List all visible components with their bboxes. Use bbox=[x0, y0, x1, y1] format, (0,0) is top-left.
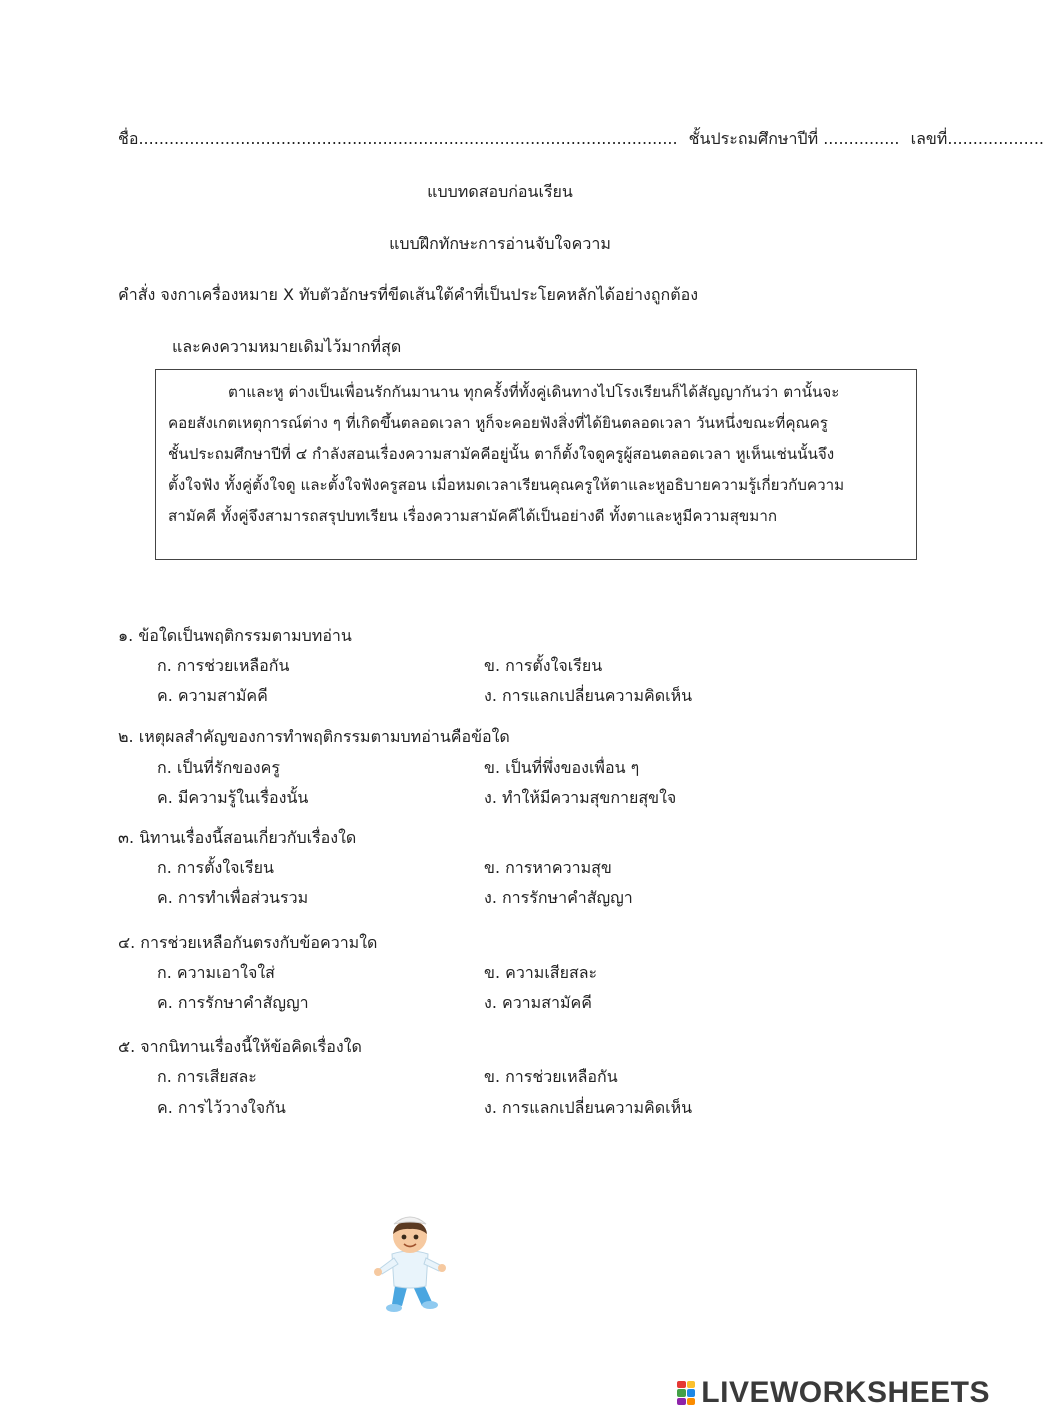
option-c[interactable]: ค. การทำเพื่อส่วนรวม bbox=[157, 888, 309, 907]
question-text: ๒. เหตุผลสำคัญของการทำพฤติกรรมตามบทอ่านคือข้อใด bbox=[118, 727, 510, 746]
boy-cartoon-icon bbox=[372, 1208, 448, 1318]
option-b[interactable]: ข. ความเสียสละ bbox=[484, 963, 598, 982]
question-text: ๔. การช่วยเหลือกันตรงกับข้อความใด bbox=[118, 933, 378, 952]
option-d[interactable]: ง. การแลกเปลี่ยนความคิดเห็น bbox=[484, 686, 693, 705]
page-subtitle: แบบฝึกทักษะการอ่านจับใจความ bbox=[389, 234, 611, 253]
reading-passage-box bbox=[155, 369, 917, 560]
option-b[interactable]: ข. การหาความสุข bbox=[484, 858, 612, 877]
option-a[interactable]: ก. ความเอาใจใส่ bbox=[157, 963, 275, 982]
option-d[interactable]: ง. ทำให้มีความสุขกายสุขใจ bbox=[484, 788, 677, 807]
option-c[interactable]: ค. การไว้วางใจกัน bbox=[157, 1098, 286, 1117]
option-d[interactable]: ง. ความสามัคคี bbox=[484, 993, 592, 1012]
passage-line: ชั้นประถมศึกษาปีที่ ๔ กำลังสอนเรื่องความสามัคคีอยู่นั้น ตาก็ตั้งใจดูครูผู้สอนตลอดเวลา หูเห็นเช่นนั้นจึง bbox=[168, 445, 835, 463]
option-b[interactable]: ข. การตั้งใจเรียน bbox=[484, 656, 603, 675]
option-d[interactable]: ง. การแลกเปลี่ยนความคิดเห็น bbox=[484, 1098, 693, 1117]
option-d[interactable]: ง. การรักษาคำสัญญา bbox=[484, 888, 633, 907]
option-c[interactable]: ค. ความสามัคคี bbox=[157, 686, 268, 705]
passage-line: สามัคคี ทั้งคู่จึงสามารถสรุปบทเรียน เรื่องความสามัคคีได้เป็นอย่างดี ทั้งตาและหูมีความสุขมาก bbox=[168, 507, 778, 525]
logo-text: LIVEWORKSHEETS bbox=[701, 1376, 990, 1409]
page-title: แบบทดสอบก่อนเรียน bbox=[427, 182, 573, 201]
question-text: ๓. นิทานเรื่องนี้สอนเกี่ยวกับเรื่องใด bbox=[118, 828, 357, 847]
option-a[interactable]: ก. การช่วยเหลือกัน bbox=[157, 656, 290, 675]
option-b[interactable]: ข. การช่วยเหลือกัน bbox=[484, 1067, 618, 1086]
option-c[interactable]: ค. การรักษาคำสัญญา bbox=[157, 993, 309, 1012]
option-a[interactable]: ก. การเสียสละ bbox=[157, 1067, 257, 1086]
option-a[interactable]: ก. การตั้งใจเรียน bbox=[157, 858, 274, 877]
grade-field-label[interactable]: ชั้นประถมศึกษาปีที่ ............... bbox=[688, 129, 900, 148]
option-c[interactable]: ค. มีความรู้ในเรื่องนั้น bbox=[157, 788, 309, 807]
logo-badge-icon bbox=[677, 1381, 695, 1405]
option-b[interactable]: ข. เป็นที่พึ่งของเพื่อน ๆ bbox=[484, 758, 640, 777]
option-a[interactable]: ก. เป็นที่รักของครู bbox=[157, 758, 280, 777]
question-text: ๑. ข้อใดเป็นพฤติกรรมตามบทอ่าน bbox=[118, 626, 352, 645]
passage-line: คอยสังเกตเหตุการณ์ต่าง ๆ ที่เกิดขึ้นตลอดเวลา หูก็จะคอยฟังสิ่งที่ได้ยินตลอดเวลา วันหนึ่งขณะที่คุณครู bbox=[168, 414, 828, 432]
number-field-label[interactable]: เลขที่................... bbox=[910, 129, 1044, 148]
liveworksheets-logo bbox=[677, 1376, 990, 1410]
student-info-line bbox=[118, 128, 1044, 150]
passage-line: ตั้งใจฟัง ทั้งคู่ตั้งใจดู และตั้งใจฟังครูสอน เมื่อหมดเวลาเรียนคุณครูให้ตาและหูอธิบายความรู้เกี่ยวกับความ bbox=[168, 476, 845, 494]
instruction-line-1: คำสั่ง จงกาเครื่องหมาย X ทับตัวอักษรที่ขีดเส้นใต้คำที่เป็นประโยคหลักได้อย่างถูกต้อง bbox=[118, 285, 699, 304]
passage-line: ตาและหู ต่างเป็นเพื่อนรักกันมานาน ทุกครั้งที่ทั้งคู่เดินทางไปโรงเรียนก็ได้สัญญากันว่า ตานั้นจะ bbox=[228, 383, 840, 401]
question-text: ๕. จากนิทานเรื่องนี้ให้ข้อคิดเรื่องใด bbox=[118, 1037, 362, 1056]
instruction-line-2: และคงความหมายเดิมไว้มากที่สุด bbox=[172, 337, 402, 356]
name-field-label[interactable]: ชื่อ.......................................................................................................... bbox=[118, 129, 678, 148]
